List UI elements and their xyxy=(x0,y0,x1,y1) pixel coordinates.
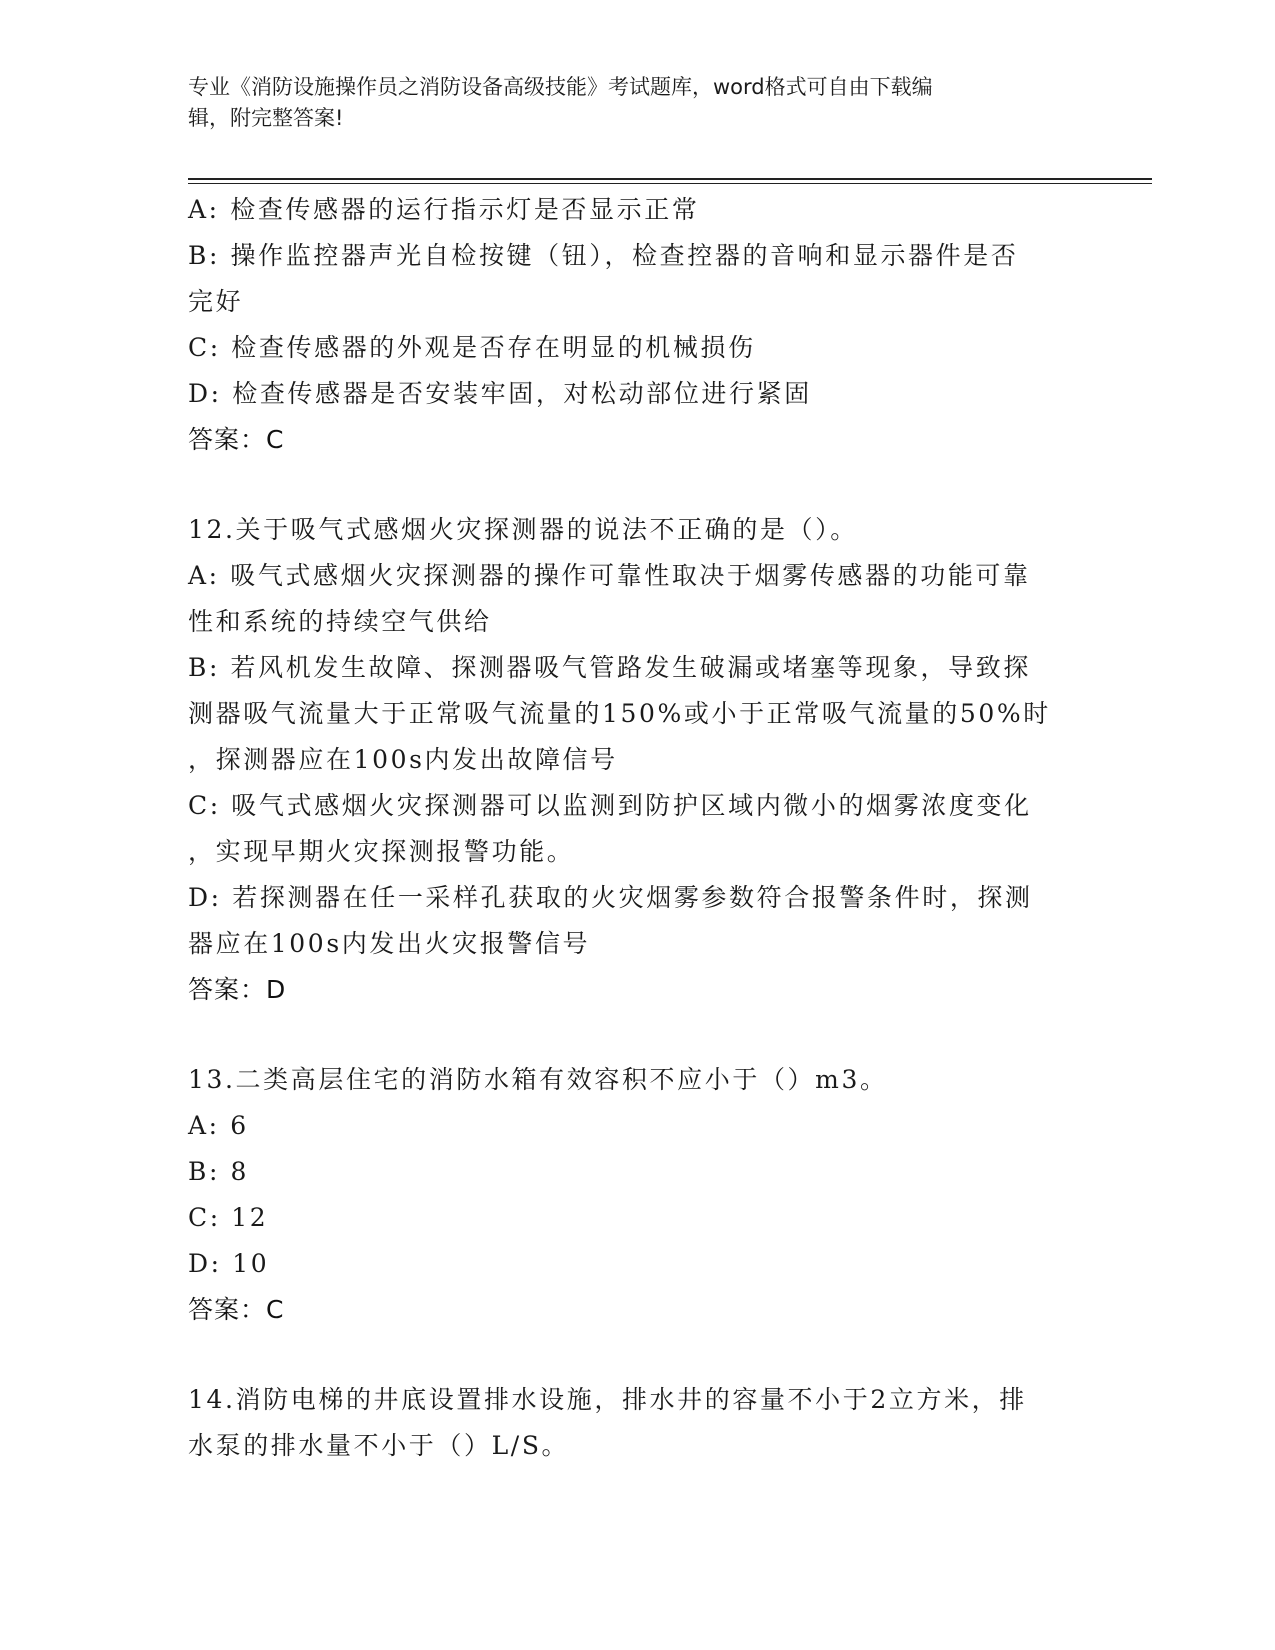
option-d-line-1: D: 若探测器在任一采样孔获取的火灾烟雾参数符合报警条件时，探测 xyxy=(188,883,1033,912)
question-13 xyxy=(188,1057,1088,1333)
option-c: C: 12 xyxy=(188,1203,269,1232)
question-12 xyxy=(188,507,1088,1013)
option-d-line-2: 器应在100s内发出火灾报警信号 xyxy=(188,929,591,958)
question-14 xyxy=(188,1377,1088,1469)
option-a: A: 6 xyxy=(188,1111,249,1140)
option-c-line-2: ，实现早期火灾探测报警功能。 xyxy=(188,837,575,866)
option-c-line-1: C: 吸气式感烟火灾探测器可以监测到防护区域内微小的烟雾浓度变化 xyxy=(188,791,1032,820)
option-b: B: 8 xyxy=(188,1157,250,1186)
option-c: C: 检查传感器的外观是否存在明显的机械损伤 xyxy=(188,333,756,362)
question-list xyxy=(188,187,1088,1469)
header-line-1: 专业《消防设施操作员之消防设备高级技能》考试题库，word格式可自由下载编 xyxy=(188,75,933,99)
option-b-line-1: B: 若风机发生故障、探测器吸气管路发生破漏或堵塞等现象，导致探 xyxy=(188,653,1031,682)
header-line-2: 辑，附完整答案! xyxy=(188,106,344,130)
option-a-line-2: 性和系统的持续空气供给 xyxy=(188,607,492,636)
question-stem: 13.二类高层住宅的消防水箱有效容积不应小于（）m3。 xyxy=(188,1065,888,1094)
document-header xyxy=(188,72,1068,134)
answer-label: 答案：C xyxy=(188,425,285,454)
question-spacer xyxy=(188,1013,1088,1057)
header-rule-thick xyxy=(188,178,1152,180)
question-stem-line-1: 14.消防电梯的井底设置排水设施，排水井的容量不小于2立方米，排 xyxy=(188,1385,1027,1414)
answer-label: 答案：D xyxy=(188,975,287,1004)
option-b-line-1: B: 操作监控器声光自检按键（钮），检查控器的音响和显示器件是否 xyxy=(188,241,1019,270)
option-b-line-2: 测器吸气流量大于正常吸气流量的150%或小于正常吸气流量的50%时 xyxy=(188,699,1051,728)
question-stem-line-2: 水泵的排水量不小于（）L/S。 xyxy=(188,1431,570,1460)
option-a-line-1: A: 吸气式感烟火灾探测器的操作可靠性取决于烟雾传感器的功能可靠 xyxy=(188,561,1031,590)
question-11 xyxy=(188,187,1088,463)
question-spacer xyxy=(188,463,1088,507)
question-stem: 12.关于吸气式感烟火灾探测器的说法不正确的是（）。 xyxy=(188,515,858,544)
option-a: A: 检查传感器的运行指示灯是否显示正常 xyxy=(188,195,700,224)
header-rule-thin xyxy=(188,183,1152,184)
answer-label: 答案：C xyxy=(188,1295,285,1324)
option-d: D: 检查传感器是否安装牢固，对松动部位进行紧固 xyxy=(188,379,812,408)
option-b-line-2: 完好 xyxy=(188,287,244,316)
option-b-line-3: ，探测器应在100s内发出故障信号 xyxy=(188,745,618,774)
option-d: D: 10 xyxy=(188,1249,270,1278)
question-spacer xyxy=(188,1333,1088,1377)
